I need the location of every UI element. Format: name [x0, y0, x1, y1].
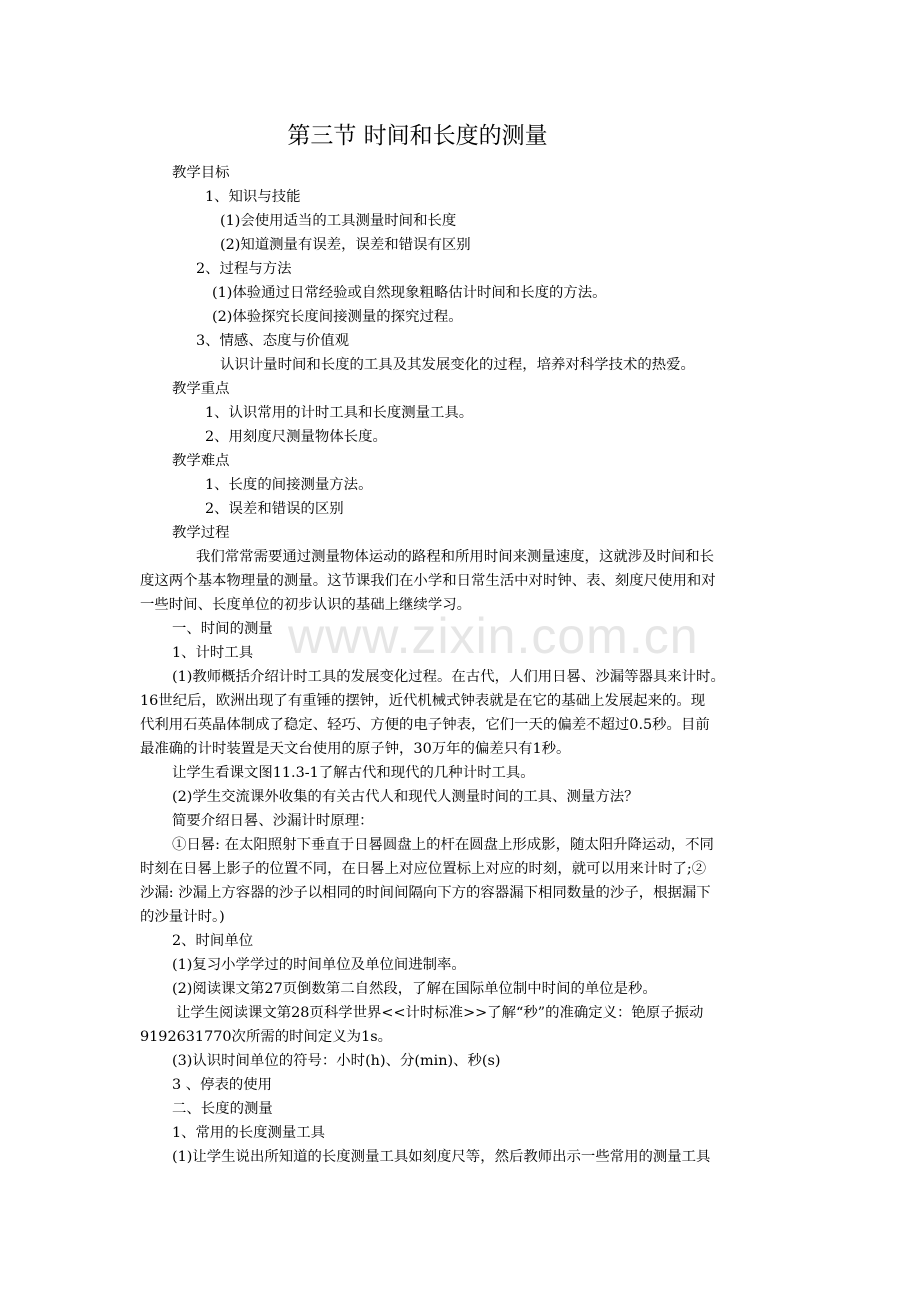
text-line: 沙漏: 沙漏上方容器的沙子以相同的时间间隔向下方的容器漏下相同数量的沙子，根据漏下 — [140, 885, 711, 901]
text-line: 度这两个基本物理量的测量。这节课我们在小学和日常生活中对时钟、表、刻度尺使用和对 — [140, 573, 716, 589]
text-line: 2、误差和错误的区别 — [205, 501, 344, 517]
text-line: 1、计时工具 — [172, 645, 254, 661]
text-line: 教学过程 — [172, 525, 230, 541]
text-line: 1、认识常用的计时工具和长度测量工具。 — [205, 405, 474, 421]
text-line: 教学目标 — [172, 165, 230, 181]
text-line: (2)阅读课文第27页倒数第二自然段，了解在国际单位制中时间的单位是秒。 — [172, 981, 657, 997]
text-line: 让学生看课文图11.3-1了解古代和现代的几种计时工具。 — [172, 765, 535, 781]
text-line: (1)教师概括介绍计时工具的发展变化过程。在古代，人们用日晷、沙漏等器具来计时。 — [172, 669, 725, 685]
text-line: (1)体验通过日常经验或自然现象粗略估计时间和长度的方法。 — [212, 285, 607, 301]
text-line: 9192631770次所需的时间定义为1s。 — [140, 1029, 393, 1045]
page-title: 第三节 时间和长度的测量 — [287, 123, 548, 149]
text-line: ①日晷: 在太阳照射下垂直于日晷圆盘上的杆在圆盘上形成影，随太阳升降运动，不同 — [172, 837, 714, 853]
text-line: 教学重点 — [172, 381, 230, 397]
text-line: 代利用石英晶体制成了稳定、轻巧、方便的电子钟表，它们一天的偏差不超过0.5秒。目前 — [140, 717, 710, 733]
text-line: 我们常常需要通过测量物体运动的路程和所用时间来测量速度，这就涉及时间和长 — [196, 549, 715, 565]
text-line: (2)知道测量有误差，误差和错误有区别 — [220, 237, 471, 253]
text-line: 3、情感、态度与价值观 — [196, 333, 350, 349]
text-line: 2、时间单位 — [172, 933, 254, 949]
text-line: 1、知识与技能 — [205, 189, 301, 205]
text-line: (2)体验探究长度间接测量的探究过程。 — [212, 309, 463, 325]
text-line: 一些时间、长度单位的初步认识的基础上继续学习。 — [140, 597, 471, 613]
text-line: 2、用刻度尺测量物体长度。 — [205, 429, 387, 445]
text-line: (1)复习小学学过的时间单位及单位间进制率。 — [172, 957, 466, 973]
text-line: 教学难点 — [172, 453, 230, 469]
text-line: 一、时间的测量 — [172, 621, 273, 637]
text-line: 二、长度的测量 — [172, 1101, 273, 1117]
text-line: 16世纪后，欧洲出现了有重锤的摆钟，近代机械式钟表就是在它的基础上发展起来的。现 — [140, 693, 706, 709]
text-line: (1)让学生说出所知道的长度测量工具如刻度尺等，然后教师出示一些常用的测量工具 — [172, 1149, 711, 1165]
text-line: 简要介绍日晷、沙漏计时原理： — [172, 813, 374, 829]
text-line: (3)认识时间单位的符号：小时(h)、分(min)、秒(s) — [172, 1053, 501, 1069]
text-line: 1、长度的间接测量方法。 — [205, 477, 373, 493]
watermark: www.zixin.com.cn — [288, 608, 699, 664]
text-line: 时刻在日晷上影子的位置不同，在日晷上对应位置标上对应的时刻，就可以用来计时了;② — [140, 861, 707, 877]
text-line: 2、过程与方法 — [196, 261, 292, 277]
text-line: 1、常用的长度测量工具 — [172, 1125, 326, 1141]
text-line: 认识计量时间和长度的工具及其发展变化的过程，培养对科学技术的热爱。 — [220, 357, 695, 373]
text-line: (1)会使用适当的工具测量时间和长度 — [220, 213, 457, 229]
text-line: 的沙量计时。) — [140, 909, 225, 925]
text-line: 让学生阅读课文第28页科学世界<<计时标准>>了解“秒”的准确定义：铯原子振动 — [176, 1005, 704, 1021]
text-line: 最准确的计时装置是天文台使用的原子钟，30万年的偏差只有1秒。 — [140, 741, 571, 757]
text-line: 3 、停表的使用 — [172, 1077, 273, 1093]
text-line: (2)学生交流课外收集的有关古代人和现代人测量时间的工具、测量方法？ — [172, 789, 639, 805]
